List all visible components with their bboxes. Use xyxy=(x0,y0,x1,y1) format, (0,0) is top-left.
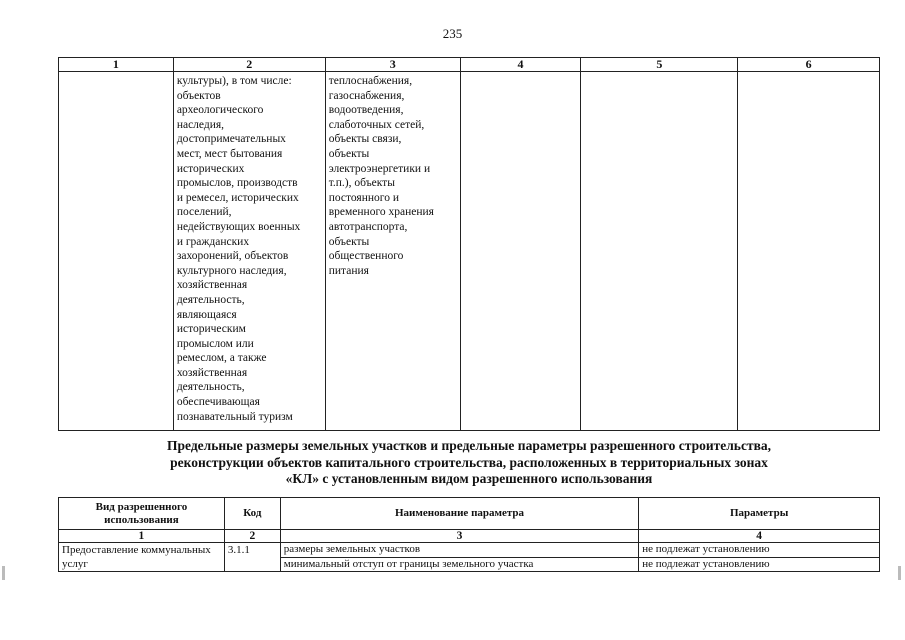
page-number: 235 xyxy=(442,26,463,41)
cell-col4 xyxy=(460,72,581,431)
section-heading xyxy=(58,438,880,488)
continuation-table xyxy=(58,57,880,431)
header-row xyxy=(59,498,880,530)
column-number-4: 4 xyxy=(639,530,880,543)
scan-edge-mark-left xyxy=(2,566,5,580)
cell-col6 xyxy=(738,72,880,431)
cell-col3 xyxy=(325,72,460,431)
use-type-cell: Предоставление коммунальных услуг xyxy=(59,543,225,572)
column-number-3: 3 xyxy=(325,58,460,72)
column-number-row xyxy=(59,58,880,72)
cell-col1 xyxy=(59,72,174,431)
column-number-6: 6 xyxy=(738,58,880,72)
scan-edge-mark-right xyxy=(898,566,901,580)
column-number-2: 2 xyxy=(173,58,325,72)
column-number-4: 4 xyxy=(460,58,581,72)
cell-col3-text: теплоснабжения, газоснабжения, водоотведения, слаботочных сетей, объекты связи, объекты электроэнергетики и т.п.), объекты постоянного и временного хранения автотранспорта, объекты общественного питания xyxy=(328,75,434,277)
column-number-2: 2 xyxy=(224,530,280,543)
parameter-value-cell: не подлежат установлению xyxy=(639,557,880,572)
parameter-name-cell: размеры земельных участков xyxy=(280,543,638,558)
parameter-name-cell: минимальный отступ от границы земельного участка xyxy=(280,557,638,572)
column-number-3: 3 xyxy=(280,530,638,543)
header-use-type: Вид разрешенного использования xyxy=(59,498,225,530)
code-cell: 3.1.1 xyxy=(224,543,280,572)
cell-col5 xyxy=(581,72,738,431)
column-number-5: 5 xyxy=(581,58,738,72)
cell-col2 xyxy=(173,72,325,431)
parameter-value-cell: не подлежат установлению xyxy=(639,543,880,558)
column-number-1: 1 xyxy=(59,58,174,72)
header-code: Код xyxy=(224,498,280,530)
table-row xyxy=(59,72,880,431)
header-parameters: Параметры xyxy=(639,498,880,530)
parameters-table xyxy=(58,497,880,572)
column-number-1: 1 xyxy=(59,530,225,543)
column-number-row xyxy=(59,530,880,543)
heading-line-1: Предельные размеры земельных участков и предельные параметры разрешенного строительства, xyxy=(167,438,771,453)
table-row xyxy=(59,543,880,558)
heading-line-3: «КЛ» с установленным видом разрешенного использования xyxy=(285,471,653,486)
cell-col2-text: культуры), в том числе: объектов археологического наследия, достопримечательных мест, мест бытования исторических промыслов, производств и ремесел, исторических поселений, недействующих военных и гражданских захоронений, объектов культурного наследия, хозяйственная деятельность, являющаяся историческим промыслом или ремеслом, а также хозяйственная деятельность, обеспечивающая познавательный туризм xyxy=(176,75,301,423)
heading-line-2: реконструкции объектов капитального строительства, расположенных в территориальных зонах xyxy=(170,454,768,470)
header-parameter-name: Наименование параметра xyxy=(280,498,638,530)
